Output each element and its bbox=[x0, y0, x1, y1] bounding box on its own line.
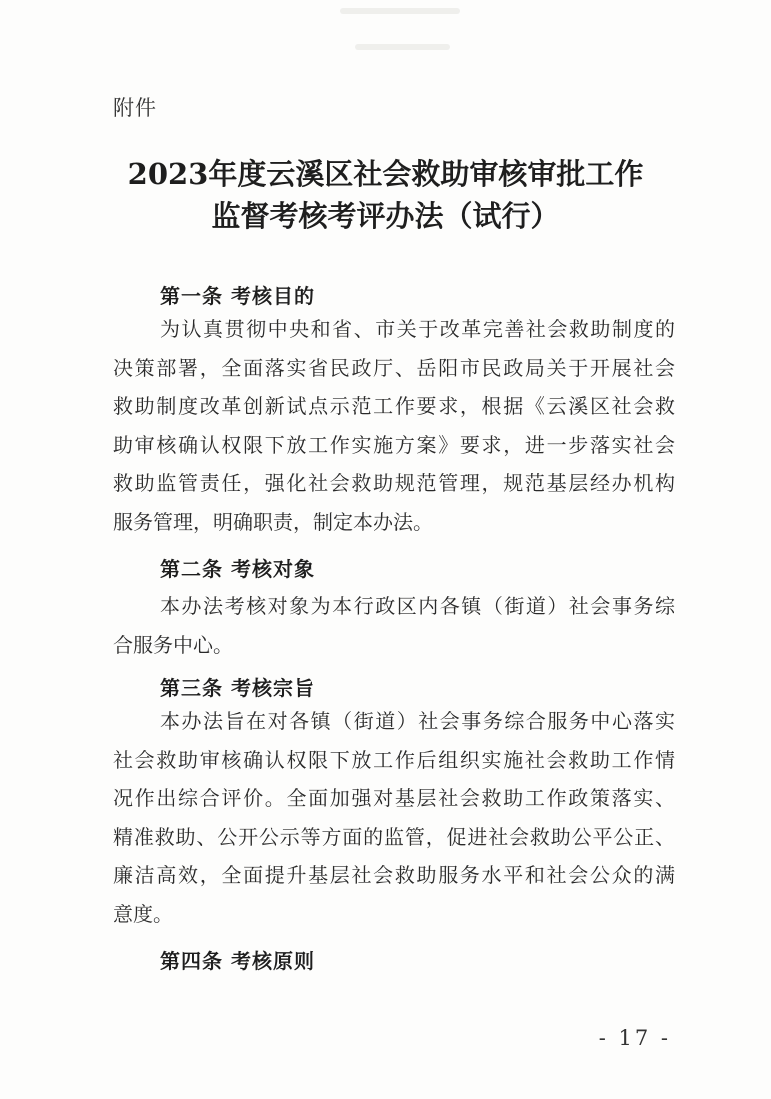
text-line: 意度。 bbox=[113, 901, 173, 926]
article-2-body bbox=[113, 587, 675, 664]
text-line: 服务管理，明确职责，制定本办法。 bbox=[113, 509, 433, 534]
text-line: 廉洁高效，全面提升基层社会救助服务水平和社会公众的满 bbox=[113, 863, 675, 887]
article-2-heading: 第二条 考核对象 bbox=[160, 557, 315, 581]
scan-artifact bbox=[355, 44, 450, 50]
text-line: 为认真贯彻中央和省、市关于改革完善社会救助制度的 bbox=[160, 317, 675, 341]
text-line: 况作出综合评价。全面加强对基层社会救助工作政策落实、 bbox=[113, 786, 675, 810]
article-4-heading: 第四条 考核原则 bbox=[160, 949, 315, 973]
article-1-heading: 第一条 考核目的 bbox=[160, 284, 315, 308]
text-line: 合服务中心。 bbox=[113, 632, 233, 657]
text-line: 决策部署，全面落实省民政厅、岳阳市民政局关于开展社会 bbox=[113, 355, 675, 380]
text-line: 本办法考核对象为本行政区内各镇（街道）社会事务综 bbox=[160, 594, 675, 618]
attachment-label: 附件 bbox=[113, 96, 157, 120]
text-line: 社会救助审核确认权限下放工作后组织实施社会救助工作情 bbox=[113, 747, 675, 772]
text-line: 精准救助、公开公示等方面的监管，促进社会救助公平公正、 bbox=[113, 824, 675, 849]
document-title-line1: 2023年度云溪区社会救助审核审批工作 bbox=[127, 157, 644, 191]
page-number: - 17 - bbox=[598, 1026, 671, 1050]
text-line: 助审核确认权限下放工作实施方案》要求，进一步落实社会 bbox=[113, 432, 675, 457]
text-line: 救助制度改革创新试点示范工作要求，根据《云溪区社会救 bbox=[113, 394, 675, 418]
article-1-body bbox=[113, 310, 675, 541]
document-title-line2: 监督考核考评办法（试行） bbox=[211, 199, 560, 233]
text-line: 救助监管责任，强化社会救助规范管理，规范基层经办机构 bbox=[113, 471, 675, 495]
article-3-body bbox=[113, 702, 675, 933]
scan-artifact bbox=[340, 8, 460, 14]
text-line: 本办法旨在对各镇（街道）社会事务综合服务中心落实 bbox=[160, 709, 675, 733]
article-3-heading: 第三条 考核宗旨 bbox=[160, 676, 315, 700]
